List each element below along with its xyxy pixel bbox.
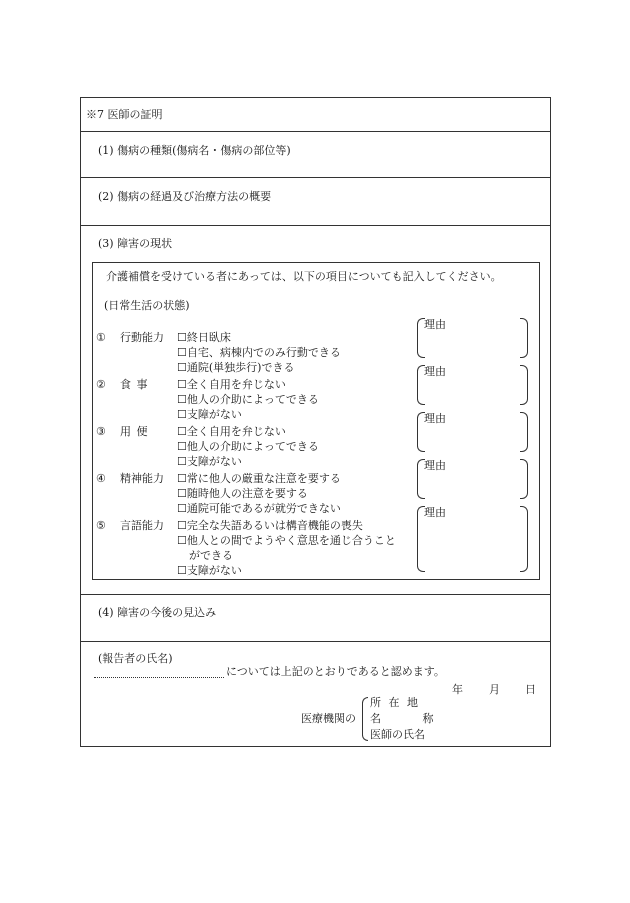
- name-label: 名 称: [370, 712, 434, 725]
- section-3-title: (3) 障害の現状: [98, 237, 173, 250]
- reason-bracket-right: [520, 318, 528, 358]
- item-label: 言語能力: [120, 519, 164, 532]
- item-label: 行動能力: [120, 331, 164, 344]
- item-label: 食 事: [120, 378, 149, 391]
- divider: [80, 641, 551, 642]
- option-checkbox[interactable]: ☐他人との間でようやく意思を通じ合うこと: [177, 534, 396, 547]
- doctor-name-label: 医師の氏名: [370, 728, 425, 741]
- option-checkbox[interactable]: ☐常に他人の厳重な注意を要する: [177, 472, 341, 485]
- option-continuation: ができる: [189, 549, 233, 562]
- option-checkbox[interactable]: ☐他人の介助によってできる: [177, 393, 319, 406]
- divider: [80, 594, 551, 595]
- reporter-name-line[interactable]: [94, 677, 224, 678]
- reporter-label: (報告者の氏名): [98, 652, 173, 665]
- option-checkbox[interactable]: ☐通院(単独歩行)できる: [177, 361, 295, 374]
- date-day-label: 日: [525, 683, 536, 696]
- option-checkbox[interactable]: ☐全く自用を弁じない: [177, 425, 286, 438]
- reason-bracket-right: [520, 365, 528, 405]
- section-1-title: (1) 傷病の種類(傷病名・傷病の部位等): [98, 144, 291, 157]
- option-checkbox[interactable]: ☐通院可能であるが就労できない: [177, 502, 341, 515]
- section-header: ※7 医師の証明: [86, 108, 163, 121]
- reason-bracket-right: [520, 459, 528, 499]
- reason-label: 理由: [424, 412, 446, 425]
- reason-label: 理由: [424, 365, 446, 378]
- option-checkbox[interactable]: ☐終日臥床: [177, 331, 231, 344]
- option-checkbox[interactable]: ☐全く自用を弁じない: [177, 378, 286, 391]
- divider: [80, 177, 551, 178]
- reason-label: 理由: [424, 506, 446, 519]
- item-number: ②: [96, 378, 106, 391]
- option-checkbox[interactable]: ☐自宅、病棟内でのみ行動できる: [177, 346, 341, 359]
- section-2-title: (2) 傷病の経過及び治療方法の概要: [98, 190, 272, 203]
- reason-bracket-right: [520, 506, 528, 572]
- option-checkbox[interactable]: ☐完全な失語あるいは構音機能の喪失: [177, 519, 363, 532]
- item-label: 用 便: [120, 425, 149, 438]
- item-number: ⑤: [96, 519, 106, 532]
- institution-brace: [362, 697, 368, 741]
- option-checkbox[interactable]: ☐支障がない: [177, 408, 242, 421]
- option-checkbox[interactable]: ☐支障がない: [177, 455, 242, 468]
- institution-label: 医療機関の: [301, 712, 356, 725]
- section-4-title: (4) 障害の今後の見込み: [98, 606, 217, 619]
- date-month-label: 月: [489, 683, 500, 696]
- reason-label: 理由: [424, 459, 446, 472]
- option-checkbox[interactable]: ☐支障がない: [177, 564, 242, 577]
- address-label: 所 在 地: [370, 696, 418, 709]
- reason-bracket-right: [520, 412, 528, 452]
- daily-title: (日常生活の状態): [104, 299, 190, 312]
- reason-label: 理由: [424, 318, 446, 331]
- divider: [80, 131, 551, 132]
- option-checkbox[interactable]: ☐随時他人の注意を要する: [177, 487, 308, 500]
- item-number: ①: [96, 331, 106, 344]
- option-checkbox[interactable]: ☐他人の介助によってできる: [177, 440, 319, 453]
- daily-intro: 介護補償を受けている者にあっては、以下の項目についても記入してください。: [106, 270, 502, 283]
- item-number: ③: [96, 425, 106, 438]
- item-label: 精神能力: [120, 472, 164, 485]
- divider: [80, 225, 551, 226]
- date-year-label: 年: [452, 683, 463, 696]
- item-number: ④: [96, 472, 106, 485]
- certification-statement: については上記のとおりであると認めます。: [226, 665, 445, 678]
